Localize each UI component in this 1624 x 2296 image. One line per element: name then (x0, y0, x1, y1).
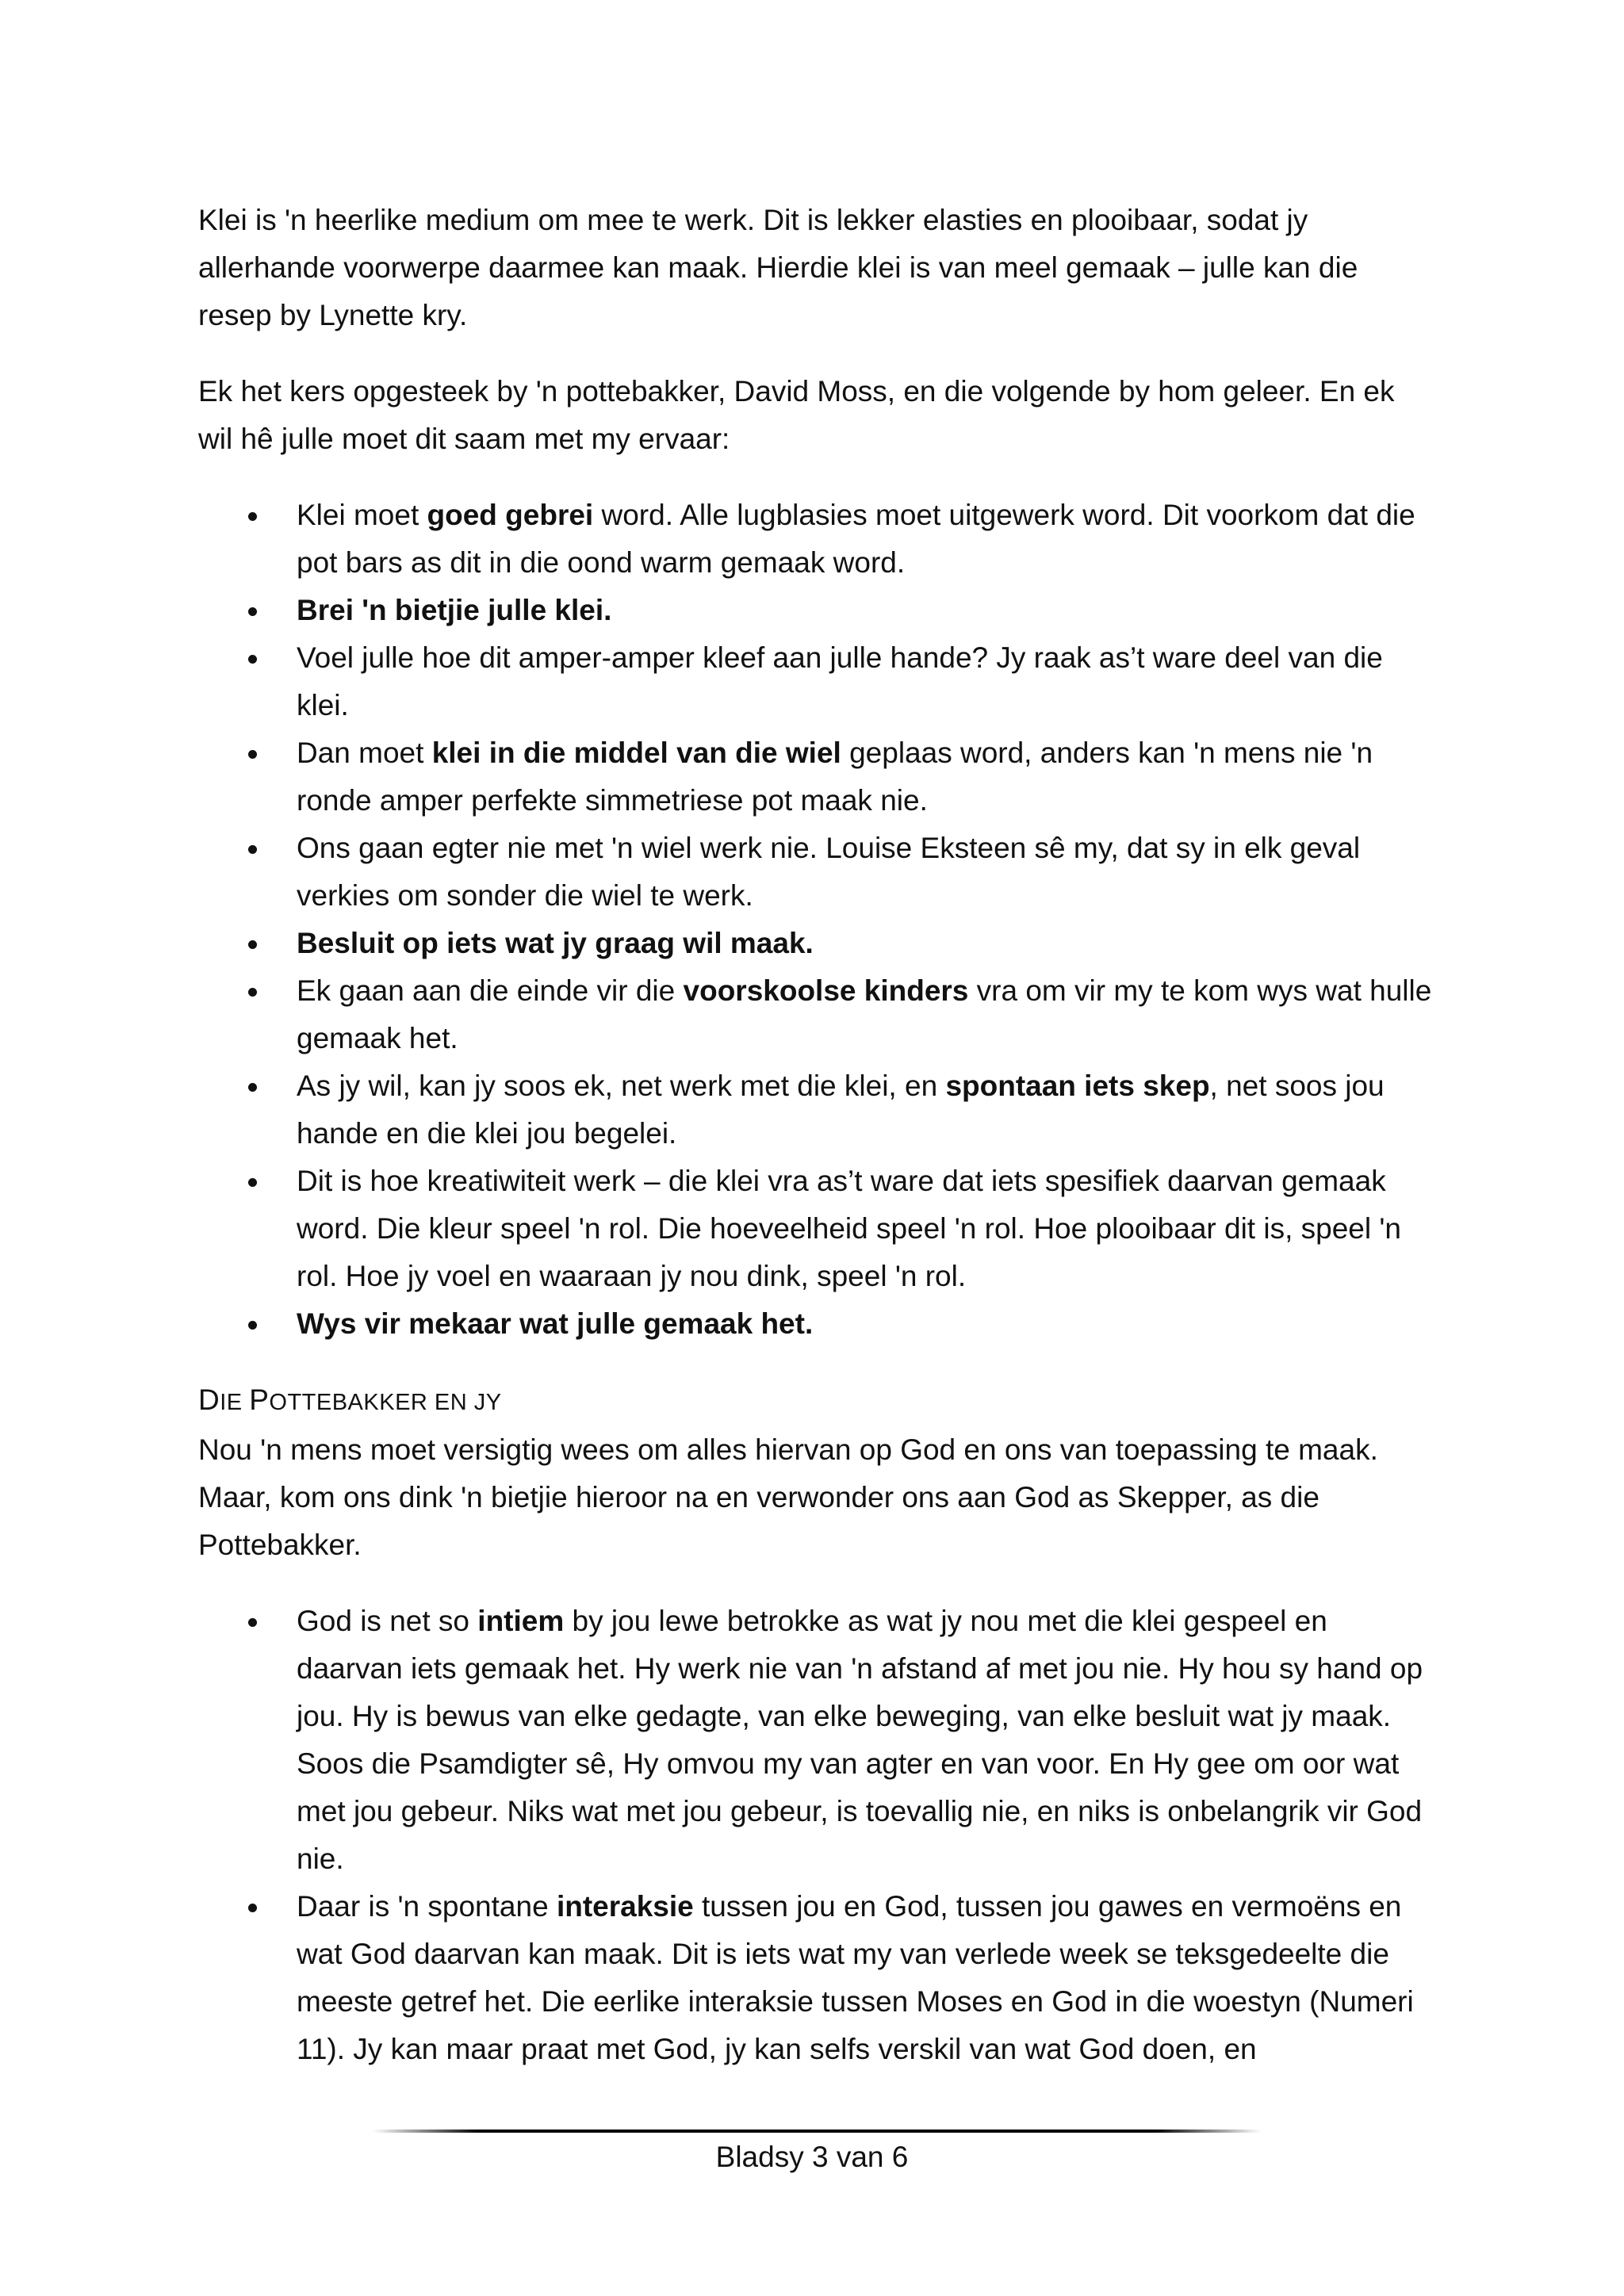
page-number: Bladsy 3 van 6 (715, 2141, 909, 2173)
bullet-icon (248, 940, 257, 949)
bullet-icon (248, 512, 257, 521)
bullet-icon (248, 1618, 257, 1627)
bullet-icon (248, 1083, 257, 1092)
list-item: Dan moet klei in die middel van die wiel geplaas word, anders kan 'n mens nie 'n ronde amper perfekte simmetriese pot maak nie. (198, 729, 1435, 825)
list-item: As jy wil, kan jy soos ek, net werk met die klei, en spontaan iets skep, net soos jou hande en die klei jou begelei. (198, 1062, 1435, 1158)
list-item: Klei moet goed gebrei word. Alle lugblasies moet uitgewerk word. Dit voorkom dat die pot bars as dit in die oond warm gemaak word. (198, 492, 1435, 587)
bullet-list-clay (198, 492, 1435, 1348)
bullet-icon (248, 750, 257, 759)
bullet-icon (248, 607, 257, 616)
bullet-icon (248, 845, 257, 854)
list-item: Dit is hoe kreatiwiteit werk – die klei vra as’t ware dat iets spesifiek daarvan gemaak word. Die kleur speel 'n rol. Die hoeveelheid speel 'n rol. Hoe plooibaar dit is, speel 'n rol. Hoe jy voel en waaraan jy nou dink, speel 'n rol. (198, 1158, 1435, 1300)
section-paragraph: Nou 'n mens moet versigtig wees om alles hiervan op God en ons van toepassing te maak. Maar, kom ons dink 'n bietjie hieroor na en verwonder ons aan God as Skepper, as die Pottebakker. (198, 1433, 1378, 1561)
list-item: Voel julle hoe dit amper-amper kleef aan julle hande? Jy raak as’t ware deel van die klei. (198, 634, 1435, 729)
footer-divider (373, 2130, 1261, 2133)
bullet-icon (248, 1321, 257, 1330)
bullet-icon (248, 655, 257, 664)
list-item: Brei 'n bietjie julle klei. (198, 587, 1435, 634)
bullet-icon (248, 1178, 257, 1187)
list-item: Besluit op iets wat jy graag wil maak. (198, 920, 1435, 967)
bullet-icon (248, 1904, 257, 1912)
bullet-list-potter (198, 1598, 1435, 2073)
list-item: God is net so intiem by jou lewe betrokke as wat jy nou met die klei gespeel en daarvan iets gemaak het. Hy werk nie van 'n afstand af met jou nie. Hy hou sy hand op jou. Hy is bewus van elke gedagte, van elke beweging, van elke besluit wat jy maak. Soos die Psamdigter sê, Hy omvou my van agter en van voor. En Hy gee om oor wat met jou gebeur. Niks wat met jou gebeur, is toevallig nie, en niks is onbelangrik vir God nie. (198, 1598, 1435, 1883)
intro-paragraph-1: Klei is 'n heerlike medium om mee te werk. Dit is lekker elasties en plooibaar, sodat jy allerhande voorwerpe daarmee kan maak. Hierdie klei is van meel gemaak – julle kan die resep by Lynette kry. (198, 204, 1358, 331)
list-item: Daar is 'n spontane interaksie tussen jou en God, tussen jou gawes en vermoëns en wat God daarvan kan maak. Dit is iets wat my van verlede week se teksgedeelte die meeste getref het. Die eerlike interaksie tussen Moses en God in die woestyn (Numeri 11). Jy kan maar praat met God, jy kan selfs verskil van wat God doen, en (198, 1883, 1435, 2073)
list-item: Wys vir mekaar wat julle gemaak het. (198, 1300, 1435, 1348)
intro-paragraph-2: Ek het kers opgesteek by 'n pottebakker, David Moss, en die volgende by hom geleer. En ek wil hê julle moet dit saam met my ervaar: (198, 375, 1395, 455)
section-heading: DIE POTTEBAKKER EN JY (198, 1383, 502, 1416)
bullet-icon (248, 988, 257, 997)
list-item: Ons gaan egter nie met 'n wiel werk nie. Louise Eksteen sê my, dat sy in elk geval verkies om sonder die wiel te werk. (198, 825, 1435, 920)
list-item: Ek gaan aan die einde vir die voorskoolse kinders vra om vir my te kom wys wat hulle gemaak het. (198, 967, 1435, 1062)
document-page (198, 197, 1435, 2102)
